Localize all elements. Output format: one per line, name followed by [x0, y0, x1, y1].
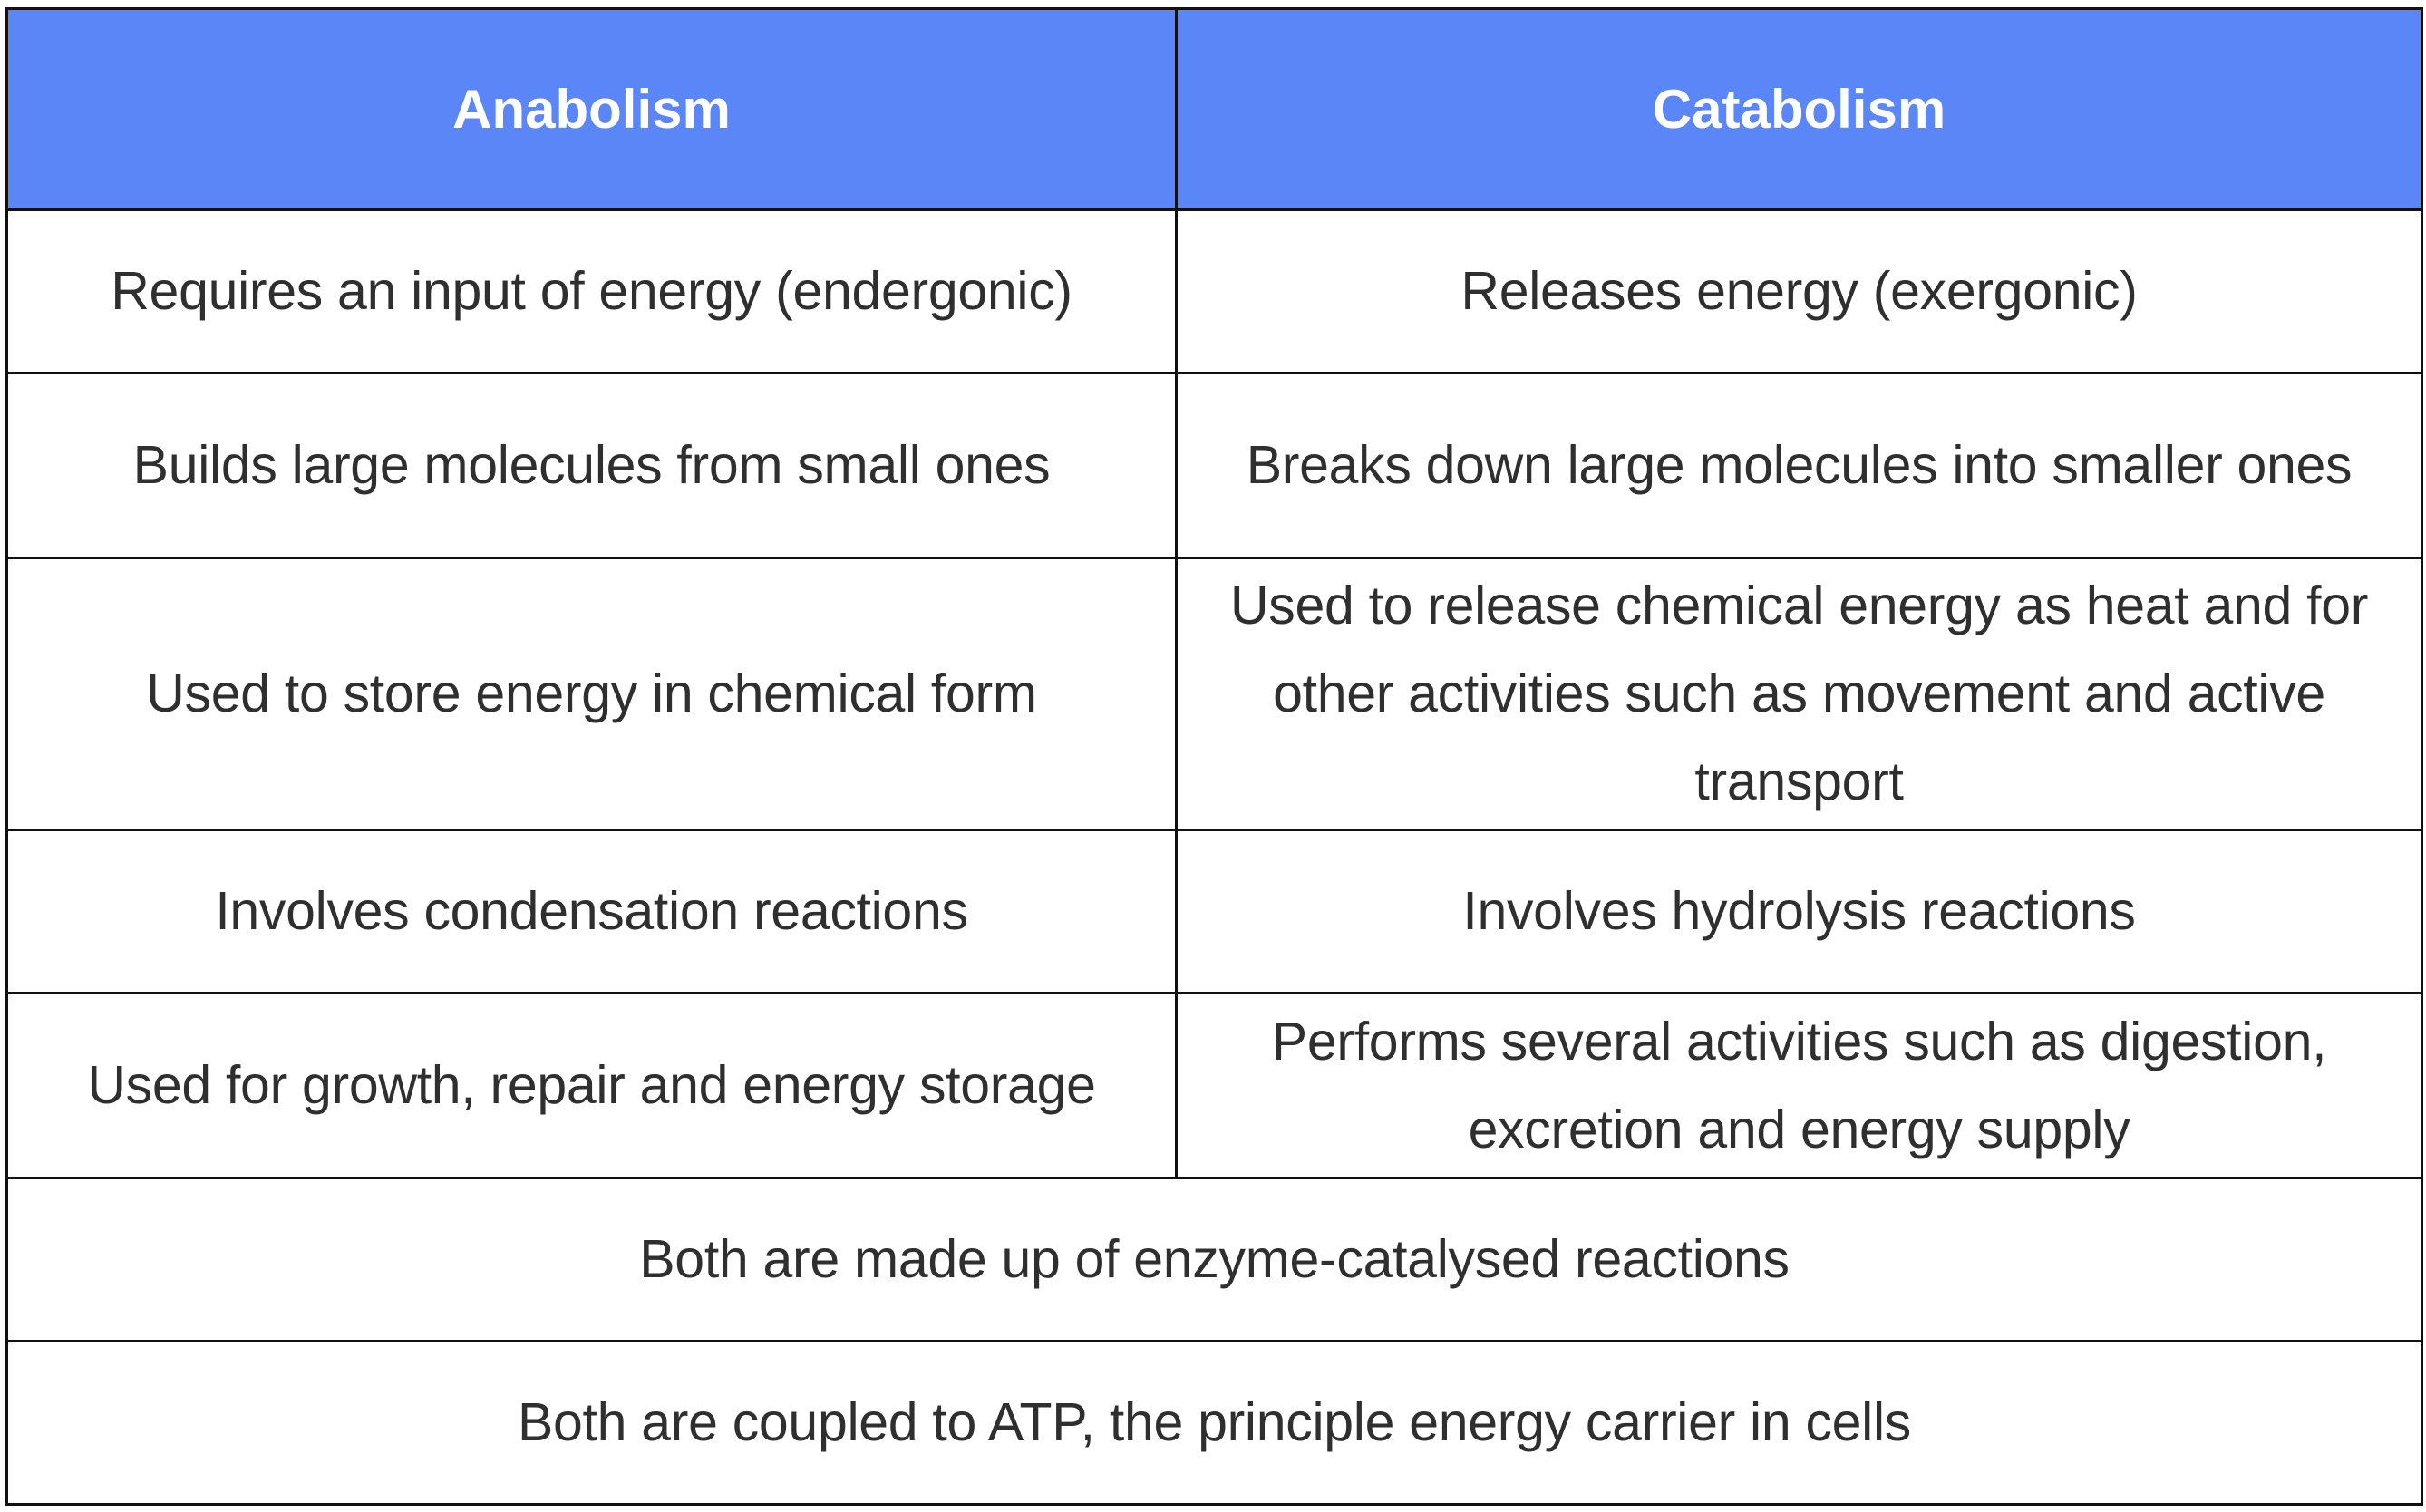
anabolism-cell: Involves condensation reactions	[7, 830, 1177, 993]
shared-row	[7, 1342, 2422, 1505]
catabolism-cell: Releases energy (exergonic)	[1177, 210, 2422, 373]
anabolism-catabolism-comparison-table	[5, 7, 2423, 1506]
header-catabolism: Catabolism	[1177, 9, 2422, 210]
header-anabolism: Anabolism	[7, 9, 1177, 210]
anabolism-cell: Used to store energy in chemical form	[7, 558, 1177, 830]
table-header-row	[7, 9, 2422, 210]
table-row	[7, 993, 2422, 1178]
table-row	[7, 558, 2422, 830]
anabolism-cell: Used for growth, repair and energy storage	[7, 993, 1177, 1178]
table-row	[7, 373, 2422, 558]
table-row	[7, 210, 2422, 373]
shared-cell: Both are coupled to ATP, the principle energy carrier in cells	[7, 1342, 2422, 1505]
table-row	[7, 830, 2422, 993]
catabolism-cell: Performs several activities such as digestion, excretion and energy supply	[1177, 993, 2422, 1178]
catabolism-cell: Used to release chemical energy as heat and for other activities such as movement and active transport	[1177, 558, 2422, 830]
shared-cell: Both are made up of enzyme-catalysed reactions	[7, 1178, 2422, 1342]
catabolism-cell: Involves hydrolysis reactions	[1177, 830, 2422, 993]
anabolism-cell: Builds large molecules from small ones	[7, 373, 1177, 558]
anabolism-cell: Requires an input of energy (endergonic)	[7, 210, 1177, 373]
shared-row	[7, 1178, 2422, 1342]
catabolism-cell: Breaks down large molecules into smaller ones	[1177, 373, 2422, 558]
